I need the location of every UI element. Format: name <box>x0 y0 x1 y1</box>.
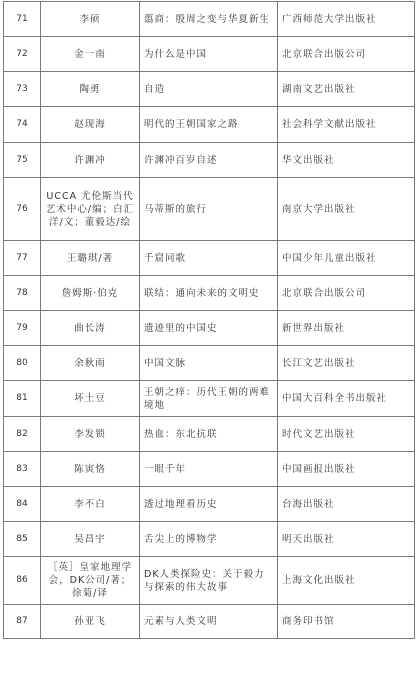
title-cell: 元素与人类文明 <box>140 605 278 639</box>
table-row <box>4 311 415 346</box>
author-cell: 詹姆斯·伯克 <box>41 276 140 311</box>
book-list-table <box>3 1 415 639</box>
author-cell: 坏土豆 <box>41 381 140 417</box>
author-cell: 李不白 <box>41 487 140 522</box>
row-number: 87 <box>4 605 41 639</box>
row-number: 77 <box>4 241 41 276</box>
author-cell: 余秋雨 <box>41 346 140 381</box>
table-row <box>4 72 415 107</box>
publisher-cell: 中国大百科全书出版社 <box>278 381 415 417</box>
author-cell: 许渊冲 <box>41 143 140 178</box>
author-cell: 陶勇 <box>41 72 140 107</box>
table-row <box>4 37 415 72</box>
author-cell: 李发锁 <box>41 417 140 452</box>
title-cell: 翦商：殷周之变与华夏新生 <box>140 2 278 37</box>
title-cell: 透过地理看历史 <box>140 487 278 522</box>
publisher-cell: 北京联合出版公司 <box>278 276 415 311</box>
publisher-cell: 华文出版社 <box>278 143 415 178</box>
table-row <box>4 143 415 178</box>
publisher-cell: 湖南文艺出版社 <box>278 72 415 107</box>
row-number: 81 <box>4 381 41 417</box>
author-cell: 李硕 <box>41 2 140 37</box>
title-cell: 舌尖上的博物学 <box>140 522 278 557</box>
row-number: 80 <box>4 346 41 381</box>
title-cell: 许渊冲百岁自述 <box>140 143 278 178</box>
row-number: 76 <box>4 178 41 241</box>
table-row <box>4 381 415 417</box>
publisher-cell: 新世界出版社 <box>278 311 415 346</box>
title-cell: 热血：东北抗联 <box>140 417 278 452</box>
table-row <box>4 605 415 639</box>
author-cell: 王璐琪/著 <box>41 241 140 276</box>
publisher-cell: 台海出版社 <box>278 487 415 522</box>
table-row <box>4 487 415 522</box>
publisher-cell: 中国少年儿童出版社 <box>278 241 415 276</box>
row-number: 85 <box>4 522 41 557</box>
table-row <box>4 522 415 557</box>
publisher-cell: 长江文艺出版社 <box>278 346 415 381</box>
row-number: 75 <box>4 143 41 178</box>
title-cell: 中国文脉 <box>140 346 278 381</box>
row-number: 71 <box>4 2 41 37</box>
table-row <box>4 2 415 37</box>
row-number: 78 <box>4 276 41 311</box>
author-cell: 吴昌宇 <box>41 522 140 557</box>
author-cell: 金一南 <box>41 37 140 72</box>
publisher-cell: 社会科学文献出版社 <box>278 107 415 143</box>
title-cell: 自造 <box>140 72 278 107</box>
table-row <box>4 241 415 276</box>
table-row <box>4 557 415 605</box>
title-cell: 联结：通向未来的文明史 <box>140 276 278 311</box>
title-cell: 遗迹里的中国史 <box>140 311 278 346</box>
title-cell: 马蒂斯的旅行 <box>140 178 278 241</box>
row-number: 79 <box>4 311 41 346</box>
publisher-cell: 中国画报出版社 <box>278 452 415 487</box>
publisher-cell: 时代文艺出版社 <box>278 417 415 452</box>
publisher-cell: 南京大学出版社 <box>278 178 415 241</box>
author-cell: 赵现海 <box>41 107 140 143</box>
title-cell: 王朝之痒：历代王朝的两难境地 <box>140 381 278 417</box>
publisher-cell: 商务印书馆 <box>278 605 415 639</box>
row-number: 73 <box>4 72 41 107</box>
author-cell: ［英］皇家地理学会，DK公司/著；徐菊/译 <box>41 557 140 605</box>
table-row <box>4 346 415 381</box>
publisher-cell: 广西师范大学出版社 <box>278 2 415 37</box>
title-cell: 为什么是中国 <box>140 37 278 72</box>
row-number: 84 <box>4 487 41 522</box>
row-number: 86 <box>4 557 41 605</box>
row-number: 72 <box>4 37 41 72</box>
table-row <box>4 178 415 241</box>
table-row <box>4 417 415 452</box>
title-cell: 明代的王朝国家之路 <box>140 107 278 143</box>
table-row <box>4 107 415 143</box>
author-cell: UCCA 尤伦斯当代艺术中心/编；白汇洋/文；董毅达/绘 <box>41 178 140 241</box>
table-row <box>4 452 415 487</box>
author-cell: 孙亚飞 <box>41 605 140 639</box>
title-cell: 一眼千年 <box>140 452 278 487</box>
author-cell: 曲长涛 <box>41 311 140 346</box>
title-cell: 千窟同歌 <box>140 241 278 276</box>
publisher-cell: 上海文化出版社 <box>278 557 415 605</box>
row-number: 83 <box>4 452 41 487</box>
author-cell: 陈寅恪 <box>41 452 140 487</box>
title-cell: DK人类探险史：关于毅力与探索的伟大故事 <box>140 557 278 605</box>
table-row <box>4 276 415 311</box>
publisher-cell: 明天出版社 <box>278 522 415 557</box>
row-number: 74 <box>4 107 41 143</box>
publisher-cell: 北京联合出版公司 <box>278 37 415 72</box>
row-number: 82 <box>4 417 41 452</box>
